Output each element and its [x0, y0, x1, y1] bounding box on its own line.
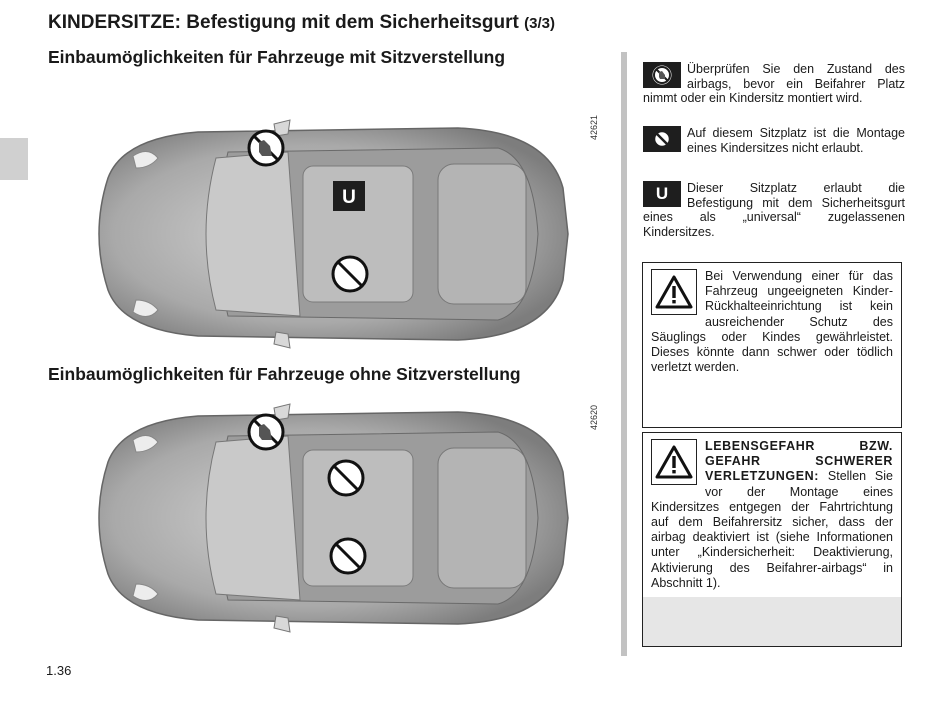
figure-number: 42620 [589, 404, 599, 430]
universal-marker-label: U [342, 187, 356, 208]
warning-triangle-icon [651, 439, 697, 485]
airbag-check-icon [249, 131, 283, 165]
section-tab-marker [0, 138, 28, 180]
page-number: 1.36 [46, 663, 72, 678]
legend-item-airbag [643, 62, 905, 106]
legend-text: Auf diesem Sitzplatz ist die Montage eines Kindersitzes nicht erlaubt. [687, 126, 905, 155]
figure-number: 42621 [589, 114, 599, 140]
warning-box [642, 262, 902, 428]
legend-text: Überprüfen Sie den Zustand des airbags, bevor ein Beifahrer Platz nimmt oder ein Kindersitz montiert wird. [643, 62, 905, 105]
universal-u-label: U [655, 183, 669, 203]
airbag-check-icon [643, 62, 681, 88]
car-top-view-figure [78, 118, 573, 350]
warning-triangle-icon [651, 269, 697, 315]
prohibited-icon [333, 257, 367, 291]
warning-bold-text: LEBENSGEFAHR BZW. GEFAHR SCHWERER VERLETZUNGEN: [705, 439, 893, 484]
car-body [99, 404, 568, 632]
legend-item-universal [643, 181, 905, 239]
prohibited-icon [643, 126, 681, 152]
prohibited-icon [329, 461, 363, 495]
car-top-view-figure [78, 402, 573, 634]
column-divider [621, 52, 627, 656]
universal-seat-marker [333, 181, 365, 211]
page-title-text: KINDERSITZE: Befestigung mit dem Sicherheitsgurt [48, 12, 519, 33]
car-body [99, 120, 568, 348]
universal-u-icon [643, 181, 681, 207]
section-heading-without-adjustment: Einbaumöglichkeiten für Fahrzeuge ohne Sitzverstellung [48, 364, 521, 384]
page-marker: (3/3) [524, 15, 555, 32]
legend-text: Dieser Sitzplatz erlaubt die Befestigung mit dem Sicherheitsgurt eines als „universal“ zugelassenen Kindersitzes. [643, 181, 905, 239]
airbag-check-icon [249, 415, 283, 449]
section-heading-with-adjustment: Einbaumöglichkeiten für Fahrzeuge mit Sitzverstellung [48, 47, 506, 67]
prohibited-icon [331, 539, 365, 573]
legend-item-prohibited [643, 126, 905, 155]
warning-text: Stellen Sie vor der Montage eines Kindersitzes entgegen der Fahrtrichtung auf dem Beifahrersitz sicher, dass der airbag deaktiviert ist (siehe Informationen unter „Kindersicherheit: Deaktivierung, Aktivierung des Beifahrer-airbags“ in Abschnitt 1). [651, 469, 893, 590]
warning-box [642, 432, 902, 647]
page-title [48, 12, 555, 34]
warning-text: Bei Verwendung einer für das Fahrzeug ungeeigneten Kinder-Rückhalteeinrichtung ist kein ausreichender Schutz des Säuglings oder Kindes gewährleistet. Dieses könnte dann schwer oder tödlich verletzt werden. [651, 269, 893, 375]
